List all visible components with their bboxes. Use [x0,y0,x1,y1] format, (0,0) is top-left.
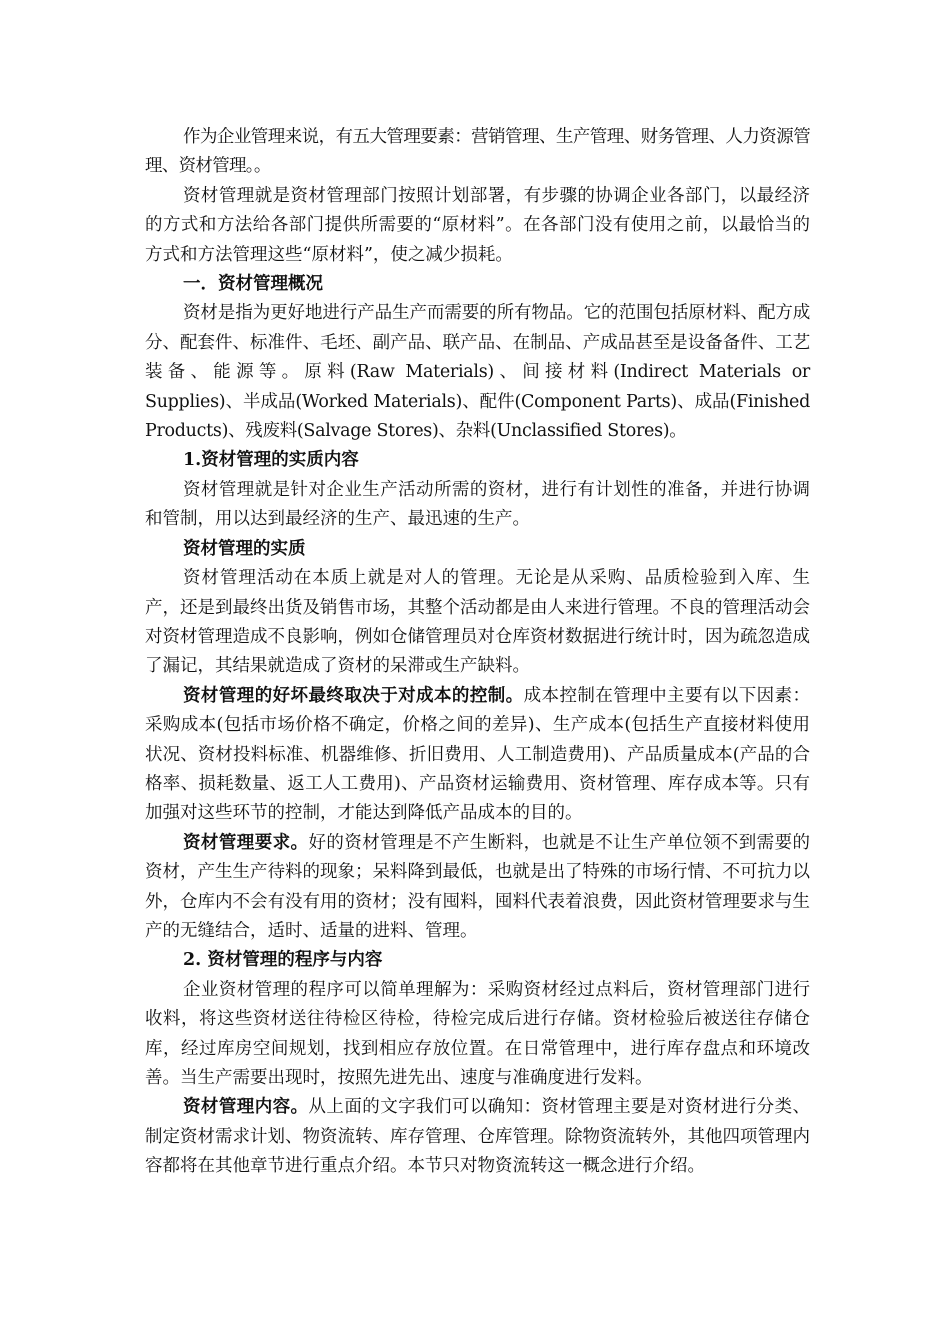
subsection-heading-essence: 1.资材管理的实质内容 [183,450,359,471]
content-body: 从上面的文字我们可以确知：资材管理主要是对资材进行分类、制定资材需求计划、物资流转、库存管理、仓库管理。除物资流转外，其他四项管理内容都将在其他章节进行重点介绍。本节只对物资流转这一概念进行介绍。 [145,1097,811,1177]
content-lead: 资材管理内容。 [183,1097,309,1118]
requirements-paragraph [145,829,810,947]
requirements-lead: 资材管理要求。 [183,832,309,853]
definition-paragraph: 资材管理就是资材管理部门按照计划部署，有步骤的协调企业各部门，以最经济的方式和方法给各部门提供所需要的“原材料”。在各部门没有使用之前，以最恰当的方式和方法管理这些“原材料”，使之减少损耗。 [145,185,810,265]
procedure-paragraph: 企业资材管理的程序可以简单理解为：采购资材经过点料后，资材管理部门进行收料，将这些资材送往待检区待检，待检完成后进行存储。资材检验后被送往存储仓库，经过库房空间规划，找到相应存放位置。在日常管理中，进行库存盘点和环境改善。当生产需要出现时，按照先进先出、速度与准确度进行发料。 [145,979,810,1088]
document-body [145,123,810,1182]
nature-paragraph: 资材管理活动在本质上就是对人的管理。无论是从采购、品质检验到入库、生产，还是到最终出货及销售市场，其整个活动都是由人来进行管理。不良的管理活动会对资材管理造成不良影响，例如仓储管理员对仓库资材数据进行统计时，因为疏忽造成了漏记，其结果就造成了资材的呆滞或生产缺料。 [145,568,810,677]
cost-control-body: 成本控制在管理中主要有以下因素：采购成本(包括市场价格不确定，价格之间的差异)、生产成本(包括生产直接材料使用状况、资材投料标准、机器维修、折旧费用、人工制造费用)、产品质量成本(产品的合格率、损耗数量、返工人工费用)、产品资材运输费用、资材管理、库存成本等。只有加强对这些环节的控制，才能达到降低产品成本的目的。 [145,685,811,824]
cost-control-lead: 资材管理的好坏最终取决于对成本的控制。 [183,685,524,706]
content-paragraph [145,1093,810,1181]
subsection-heading-procedure: 2. 资材管理的程序与内容 [183,950,383,971]
intro-paragraph: 作为企业管理来说，有五大管理要素：营销管理、生产管理、财务管理、人力资源管理、资材管理。。 [145,127,810,177]
section-heading-overview: 一．资材管理概况 [183,274,323,295]
cost-control-paragraph [145,682,810,829]
essence-paragraph: 资材管理就是针对企业生产活动所需的资材，进行有计划性的准备，并进行协调和管制，用以达到最经济的生产、最迅速的生产。 [145,479,810,530]
subheading-essence-nature: 资材管理的实质 [183,538,306,559]
requirements-body: 好的资材管理是不产生断料，也就是不让生产单位领不到需要的资材，产生生产待料的现象；呆料降到最低，也就是出了特殊的市场行情、不可抗力以外，仓库内不会有没有用的资材；没有囤料，囤料代表着浪费，因此资材管理要求与生产的无缝结合，适时、适量的进料、管理。 [145,832,811,941]
materials-scope-paragraph: 资材是指为更好地进行产品生产而需要的所有物品。它的范围包括原材料、配方成分、配套件、标准件、毛坯、副产品、联产品、在制品、产成品甚至是设备备件、工艺装备、能源等。原料(Raw Materials)、间接材料(Indirect Materials or Supplies)、半成品(Worked Materials)、配件(Component Parts)、成品(Finished Products)、残废料(Salvage Stores)、杂料(Unclassified Stores)。 [145,303,810,442]
